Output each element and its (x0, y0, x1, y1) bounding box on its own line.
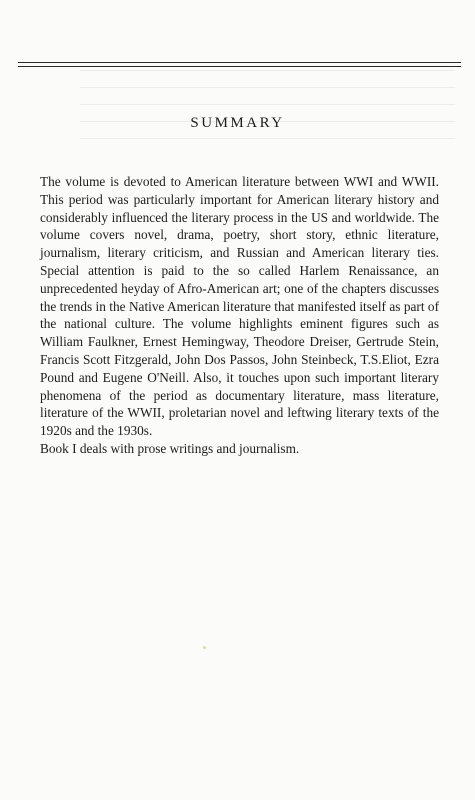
top-rule-thin (18, 66, 461, 67)
summary-paragraph-1: The volume is devoted to American literature between WWI and WWII. This period was particularly important for American literary history and considerably influenced the literary process in the US and worldwide. The volume covers novel, drama, poetry, short story, ethnic literature, journalism, literary criticism, and Russian and American literary ties. Special attention is paid to the so called Harlem Renaissance, an unprecedented heyday of Afro-American art; one of the chapters discusses the trends in the Native American literature that manifested itself as part of the national culture. The volume highlights eminent figures such as William Faulkner, Ernest Hemingway, Theodore Dreiser, Gertrude Stein, Francis Scott Fitzgerald, John Dos Passos, John Steinbeck, T.S.Eliot, Ezra Pound and Eugene O'Neill. Also, it touches upon such important literary phenomena of the period as documentary literature, mass literature, literature of the WWII, proletarian novel and leftwing literary texts of the 1920s and the 1930s. (40, 174, 439, 439)
paper-speck (203, 646, 206, 649)
summary-paragraph-2: Book I deals with prose writings and journalism. (40, 441, 300, 456)
page-title: SUMMARY (190, 115, 285, 132)
top-rule (18, 62, 461, 63)
